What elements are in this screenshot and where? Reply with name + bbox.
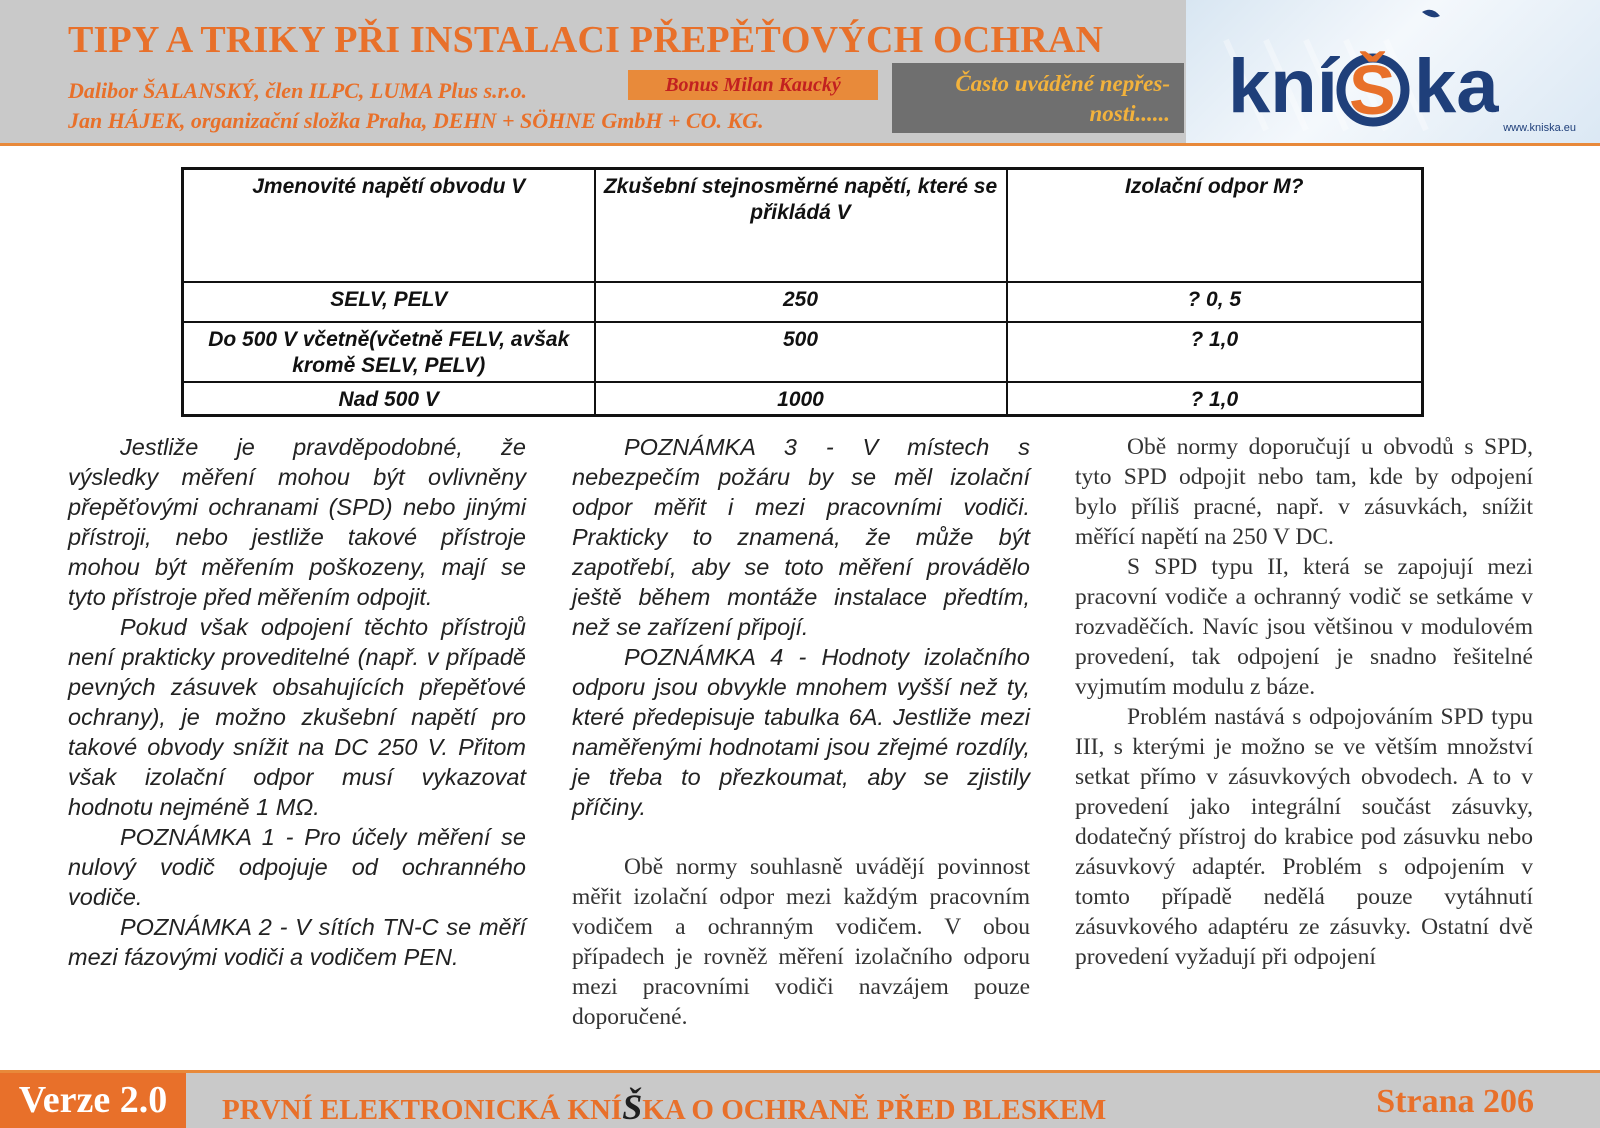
version-badge: Verze 2.0 xyxy=(0,1073,186,1128)
logo-text-left: kní xyxy=(1228,44,1338,129)
table-cell: Do 500 V včetně(včetně FELV, avšak kromě SELV, PELV) xyxy=(183,322,595,382)
logo-leaf-icon xyxy=(1422,10,1440,18)
paragraph: Problém nastává s odpojováním SPD typu III, s kterými je možno se ve větším množství setkat přímo v zásuvkových obvodech. A to v provedení jako integrální součást zásuvky, dodatečný přístroj do krabice pod zásuvku nebo zásuvkový adaptér. Problém s odpojením v tomto případě nedělá pouze vytáhnutí zásuvkového adaptéru ze zásuvky. Ostatní dvě provedení vyžadují při odpojení xyxy=(1075,704,1533,970)
table-cell: 250 xyxy=(595,282,1007,322)
table-cell: 1000 xyxy=(595,382,1007,416)
paragraph: Jestliže je pravděpodobné, že výsledky měření mohou být ovlivněny přepěťovými ochranami (SPD) nebo jinými přístroji, nebo jestliže takové přístroje mohou být měřením poškozeny, mají se tyto přístroje před měřením odpojit. xyxy=(68,434,526,610)
logo-url: www.kniska.eu xyxy=(1503,122,1576,134)
table-header-cell: Zkušební stejnosměrné napětí, které se přikládá V xyxy=(595,169,1007,282)
logo-s-letter: Š xyxy=(1349,51,1396,129)
footer-title-part: PRVNÍ ELEKTRONICKÁ KNÍ xyxy=(222,1094,623,1126)
paragraph: POZNÁMKA 2 - V sítích TN-C se měří mezi fázovými vodiči a vodičem PEN. xyxy=(68,914,526,970)
table-cell: 500 xyxy=(595,322,1007,382)
paragraph: POZNÁMKA 1 - Pro účely měření se nulový vodič odpojuje od ochranného vodiče. xyxy=(68,824,526,910)
table-cell: ? 1,0 xyxy=(1007,382,1423,416)
paragraph: POZNÁMKA 4 - Hodnoty izolačního odporu jsou obvykle mnohem vyšší než ty, které předepisuje tabulka 6A. Jestliže mezi naměřenými hodnotami jsou zřejmé rozdíly, je třeba to přezkoumat, aby se zjistily příčiny. xyxy=(572,644,1030,820)
insulation-table xyxy=(181,167,1424,417)
text-column-1 xyxy=(68,432,526,972)
footer-title xyxy=(222,1086,1106,1128)
header-divider xyxy=(0,143,1600,146)
paragraph: POZNÁMKA 3 - V místech s nebezpečím požáru by se měl izolační odpor měřit i mezi pracovními vodiči. Prakticky to znamená, že může být zapotřebí, aby se toto měření provádělo ještě během montáže instalace předtím, než se zařízení připojí. xyxy=(572,434,1030,640)
paragraph: Obě normy doporučují u obvodů s SPD, tyto SPD odpojit nebo tam, kde by odpojení bylo příliš pracné, např. v zásuvkách, snížit měřící napětí na 250 V DC. xyxy=(1075,434,1533,550)
paragraph: Pokud však odpojení těchto přístrojů není prakticky proveditelné (např. v případě pevných zásuvek obsahujících přepěťové ochrany), je možno zkušební napětí pro takové obvody snížit na DC 250 V. Přitom však izolační odpor musí vykazovat hodnotu nejméně 1 MΩ. xyxy=(68,614,526,820)
text-column-2 xyxy=(572,432,1030,1032)
text-column-3 xyxy=(1075,432,1533,972)
note-badge: Často uváděné nepřes- nosti...... xyxy=(892,63,1184,133)
paragraph: S SPD typu II, která se zapojují mezi pracovní vodiče a ochranný vodič se setkáme v rozvaděčích. Navíc jsou většinou v modulovém provedení, tak odpojení je snadno řešitelné vyjmutím modulu z báze. xyxy=(1075,554,1533,700)
page-title: TIPY A TRIKY PŘI INSTALACI PŘEPĚŤOVÝCH OCHRAN xyxy=(68,19,1104,61)
paragraph-gap xyxy=(572,822,1030,852)
footer-title-part: KA O OCHRANĚ PŘED BLESKEM xyxy=(642,1094,1107,1126)
table-cell: Nad 500 V xyxy=(183,382,595,416)
footer-title-s-letter: Š xyxy=(622,1087,643,1127)
author-line-1: Dalibor ŠALANSKÝ, člen ILPC, LUMA Plus s.r.o. xyxy=(68,78,528,103)
table-cell: ? 1,0 xyxy=(1007,322,1423,382)
kniska-logo xyxy=(1186,0,1600,143)
table-row xyxy=(183,382,1423,416)
logo-text-right: ka xyxy=(1414,44,1499,129)
author-line-2: Jan HÁJEK, organizační složka Praha, DEHN + SÖHNE GmbH + CO. KG. xyxy=(68,108,764,133)
table-header-row xyxy=(183,169,1423,282)
table-row xyxy=(183,282,1423,322)
table-cell: SELV, PELV xyxy=(183,282,595,322)
table-row xyxy=(183,322,1423,382)
table-header-cell: Jmenovité napětí obvodu V xyxy=(183,169,595,282)
paragraph: Obě normy souhlasně uvádějí povinnost měřit izolační odpor mezi každým pracovním vodičem a ochranným vodičem. V obou případech je rovněž měření izolačního odporu mezi pracovními vodiči navzájem pouze doporučené. xyxy=(572,854,1030,1030)
table-cell: ? 0, 5 xyxy=(1007,282,1423,322)
bonus-badge: Bonus Milan Kaucký xyxy=(628,70,878,100)
page-number: Strana 206 xyxy=(1376,1083,1534,1120)
table-header-cell: Izolační odpor M? xyxy=(1007,169,1423,282)
